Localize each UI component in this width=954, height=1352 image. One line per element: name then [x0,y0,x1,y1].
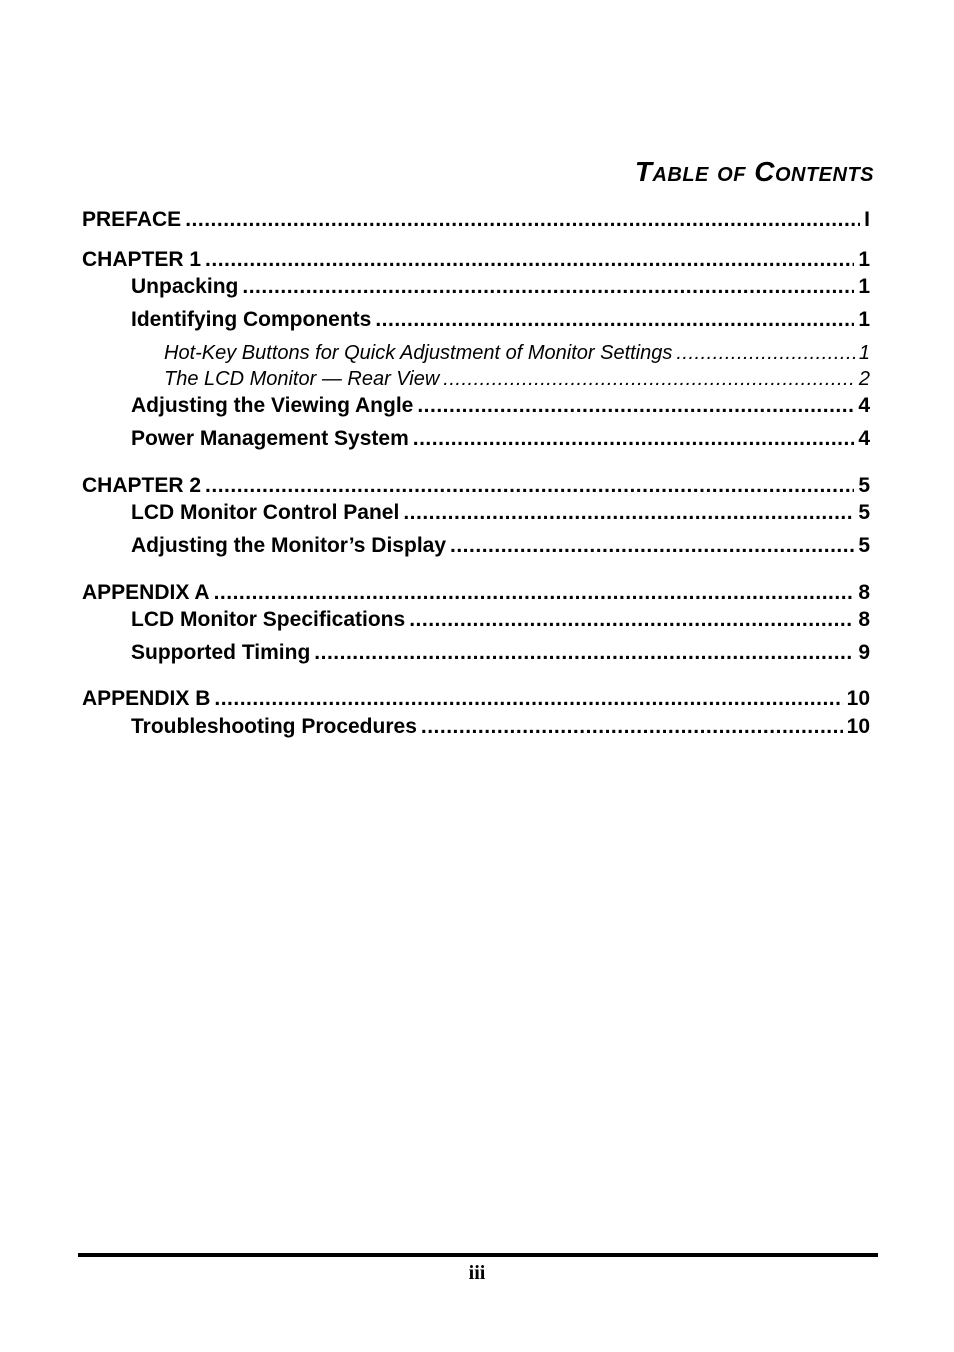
toc-entry-label: Supported Timing [131,641,311,664]
toc-entry-page: I [864,208,870,231]
toc-entry-appendix-b[interactable] [82,686,870,712]
dot-leader [314,640,854,666]
toc-entry-label: Troubleshooting Procedures [131,715,417,738]
dot-leader [205,247,854,273]
toc-entry-troubleshooting[interactable] [131,714,870,740]
toc-entry-label: CHAPTER 2 [82,474,202,497]
dot-leader [421,714,843,740]
toc-entry-page: 10 [846,687,870,710]
toc-entry-power-management[interactable] [131,426,870,452]
toc-entry-chapter-2[interactable] [82,473,870,499]
toc-entry-label: Hot-Key Buttons for Quick Adjustment of Monitor Settings [164,342,673,364]
toc-entry-preface[interactable] [82,207,870,233]
toc-entry-rear-view[interactable] [164,366,870,392]
dot-leader [185,207,860,233]
toc-entry-label: Adjusting the Viewing Angle [131,394,414,417]
footer-rule [78,1253,878,1257]
toc-entry-page: 5 [858,501,870,524]
toc-entry-label: Unpacking [131,275,239,298]
dot-leader [214,580,855,606]
dot-leader [205,473,854,499]
toc-entry-page: 2 [858,368,870,390]
toc-entry-page: 8 [858,581,870,604]
toc-entry-label: Identifying Components [131,308,372,331]
dot-leader [450,533,854,559]
toc-entry-page: 1 [858,342,870,364]
toc-entry-label: APPENDIX B [82,687,211,710]
toc-entry-page: 5 [858,534,870,557]
toc-entry-label: Power Management System [131,427,409,450]
dot-leader [242,274,854,300]
dot-leader [413,426,855,452]
toc-entry-appendix-a[interactable] [82,580,870,606]
toc-entry-page: 1 [858,275,870,298]
toc-entry-label: LCD Monitor Specifications [131,608,406,631]
dot-leader [375,307,854,333]
dot-leader [417,393,854,419]
toc-entry-page: 10 [846,715,870,738]
toc-entry-unpacking[interactable] [131,274,870,300]
toc-entry-chapter-1[interactable] [82,247,870,273]
toc-entry-page: 4 [858,394,870,417]
toc-entry-page: 4 [858,427,870,450]
toc-entry-label: APPENDIX A [82,581,210,604]
toc-entry-label: CHAPTER 1 [82,248,202,271]
toc-entry-identifying-components[interactable] [131,307,870,333]
toc-entry-label: Adjusting the Monitor’s Display [131,534,447,557]
toc-entry-adjusting-display[interactable] [131,533,870,559]
toc-entry-hot-key-buttons[interactable] [164,340,870,366]
dot-leader [443,366,855,392]
dot-leader [676,340,855,366]
toc-entry-label: LCD Monitor Control Panel [131,501,400,524]
toc-entry-page: 9 [858,641,870,664]
page-title: Table of Contents [634,156,874,187]
toc-entry-control-panel[interactable] [131,500,870,526]
toc-entry-page: 8 [858,608,870,631]
toc-entry-page: 5 [858,474,870,497]
dot-leader [214,686,842,712]
toc-entry-viewing-angle[interactable] [131,393,870,419]
page-number: iii [468,1262,486,1284]
dot-leader [409,607,854,633]
toc-entry-label: The LCD Monitor — Rear View [164,368,440,390]
dot-leader [403,500,854,526]
toc-entry-label: PREFACE [82,208,182,231]
toc-entry-supported-timing[interactable] [131,640,870,666]
toc-entry-specifications[interactable] [131,607,870,633]
toc-entry-page: 1 [858,248,870,271]
toc-entry-page: 1 [858,308,870,331]
